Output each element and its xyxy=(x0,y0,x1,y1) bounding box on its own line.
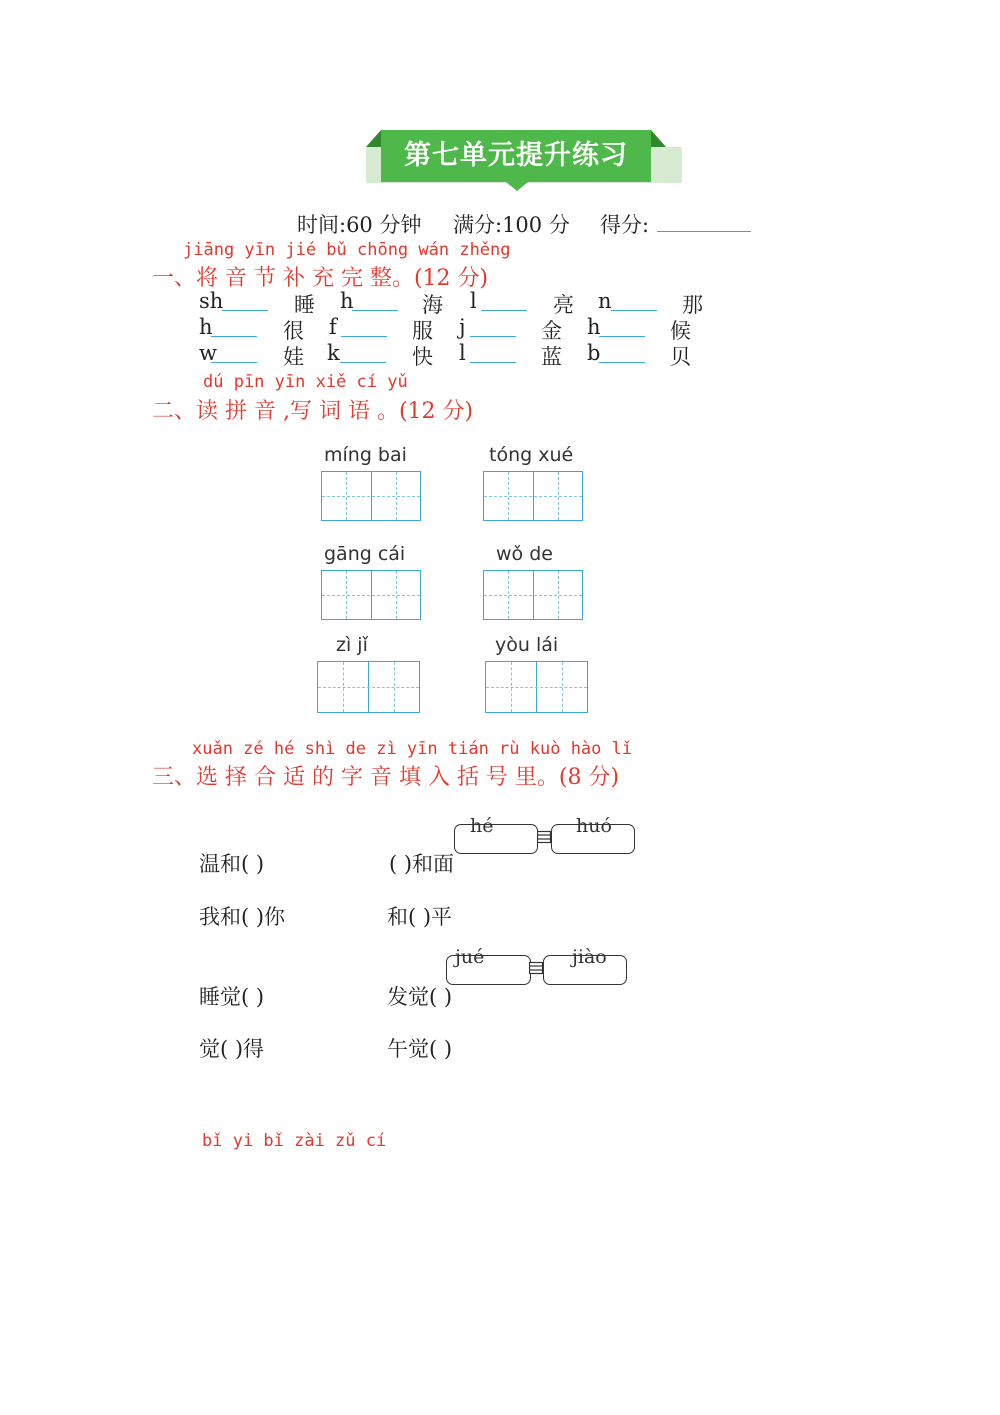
q1-char: 候 xyxy=(670,319,691,343)
q1-blank[interactable] xyxy=(340,362,386,363)
link-icon xyxy=(529,961,543,975)
section4-pinyin: bǐ yi bǐ zài zǔ cí xyxy=(202,1131,387,1151)
word-pinyin: tóng xué xyxy=(489,444,574,466)
question-item: 午觉( ) xyxy=(387,1037,453,1061)
q1-char: 很 xyxy=(283,319,304,343)
banner-arrow xyxy=(506,182,528,191)
choice-pinyin: jué xyxy=(455,946,485,968)
question-item: 觉( )得 xyxy=(199,1037,265,1061)
q1-blank[interactable] xyxy=(470,362,516,363)
q1-blank[interactable] xyxy=(470,336,516,337)
section2-pinyin: dú pīn yīn xiě cí yǔ xyxy=(203,372,408,392)
tianzige-grid[interactable] xyxy=(317,661,420,713)
page-title: 第七单元提升练习 xyxy=(381,130,651,182)
q1-prefix: n xyxy=(598,289,612,313)
choice-pinyin: huó xyxy=(576,815,612,837)
question-item: 发觉( ) xyxy=(387,985,453,1009)
tianzige-grid[interactable] xyxy=(321,471,421,521)
q1-char: 蓝 xyxy=(541,345,562,369)
q1-char: 金 xyxy=(541,319,562,343)
q1-prefix: h xyxy=(199,315,213,339)
word-pinyin: yòu lái xyxy=(495,634,559,656)
q1-blank[interactable] xyxy=(211,362,257,363)
q1-prefix: b xyxy=(587,341,601,365)
q1-char: 海 xyxy=(422,293,443,317)
q1-char: 服 xyxy=(412,319,433,343)
question-item: ( )和面 xyxy=(389,852,455,876)
q1-char: 那 xyxy=(682,293,703,317)
section2-heading: 二、读 拼 音 ,写 词 语 。(12 分) xyxy=(152,399,474,424)
q1-char: 快 xyxy=(412,345,433,369)
q1-prefix: k xyxy=(327,341,340,365)
q1-blank[interactable] xyxy=(211,336,257,337)
q1-blank[interactable] xyxy=(599,336,645,337)
q1-blank[interactable] xyxy=(222,310,268,311)
tianzige-grid[interactable] xyxy=(483,471,583,521)
question-item: 温和( ) xyxy=(199,852,265,876)
q1-blank[interactable] xyxy=(481,310,527,311)
q1-prefix: w xyxy=(199,341,217,365)
q1-blank[interactable] xyxy=(352,310,398,311)
section3-pinyin: xuǎn zé hé shì de zì yīn tián rù kuò hào lǐ xyxy=(192,739,633,759)
section1-pinyin: jiāng yīn jié bǔ chōng wán zhěng xyxy=(183,240,511,260)
q1-char: 娃 xyxy=(283,345,304,369)
tianzige-grid[interactable] xyxy=(483,570,583,620)
q1-prefix: l xyxy=(459,341,466,365)
word-pinyin: zì jǐ xyxy=(336,634,368,656)
choice-pinyin: jiào xyxy=(572,946,607,968)
q1-blank[interactable] xyxy=(599,362,645,363)
banner-fold-left xyxy=(366,130,381,147)
q1-blank[interactable] xyxy=(611,310,657,311)
q1-prefix: l xyxy=(470,289,477,313)
tianzige-grid[interactable] xyxy=(485,661,588,713)
score-label: 得分: xyxy=(600,213,650,237)
tianzige-grid[interactable] xyxy=(321,570,421,620)
q1-prefix: j xyxy=(459,315,466,339)
question-item: 我和( )你 xyxy=(199,905,286,929)
question-item: 睡觉( ) xyxy=(199,985,265,1009)
q1-prefix: h xyxy=(340,289,354,313)
word-pinyin: wǒ de xyxy=(496,543,553,565)
section3-heading: 三、选 择 合 适 的 字 音 填 入 括 号 里。(8 分) xyxy=(152,765,620,790)
section1-heading: 一、将 音 节 补 充 完 整。(12 分) xyxy=(152,266,489,291)
choice-pill xyxy=(454,824,538,854)
link-icon xyxy=(537,830,551,844)
choice-pinyin: hé xyxy=(470,815,494,837)
full-score-label: 满分:100 分 xyxy=(453,213,570,237)
word-pinyin: míng bai xyxy=(324,444,407,466)
q1-prefix: h xyxy=(587,315,601,339)
q1-prefix: f xyxy=(329,315,337,339)
question-item: 和( )平 xyxy=(387,905,453,929)
q1-char: 亮 xyxy=(553,293,574,317)
score-blank[interactable] xyxy=(657,231,751,232)
banner-fold-right xyxy=(651,130,666,147)
word-pinyin: gāng cái xyxy=(324,543,406,565)
time-label: 时间:60 分钟 xyxy=(297,213,422,237)
q1-prefix: sh xyxy=(199,289,224,313)
q1-char: 贝 xyxy=(670,345,691,369)
q1-blank[interactable] xyxy=(341,336,387,337)
q1-char: 睡 xyxy=(294,293,315,317)
